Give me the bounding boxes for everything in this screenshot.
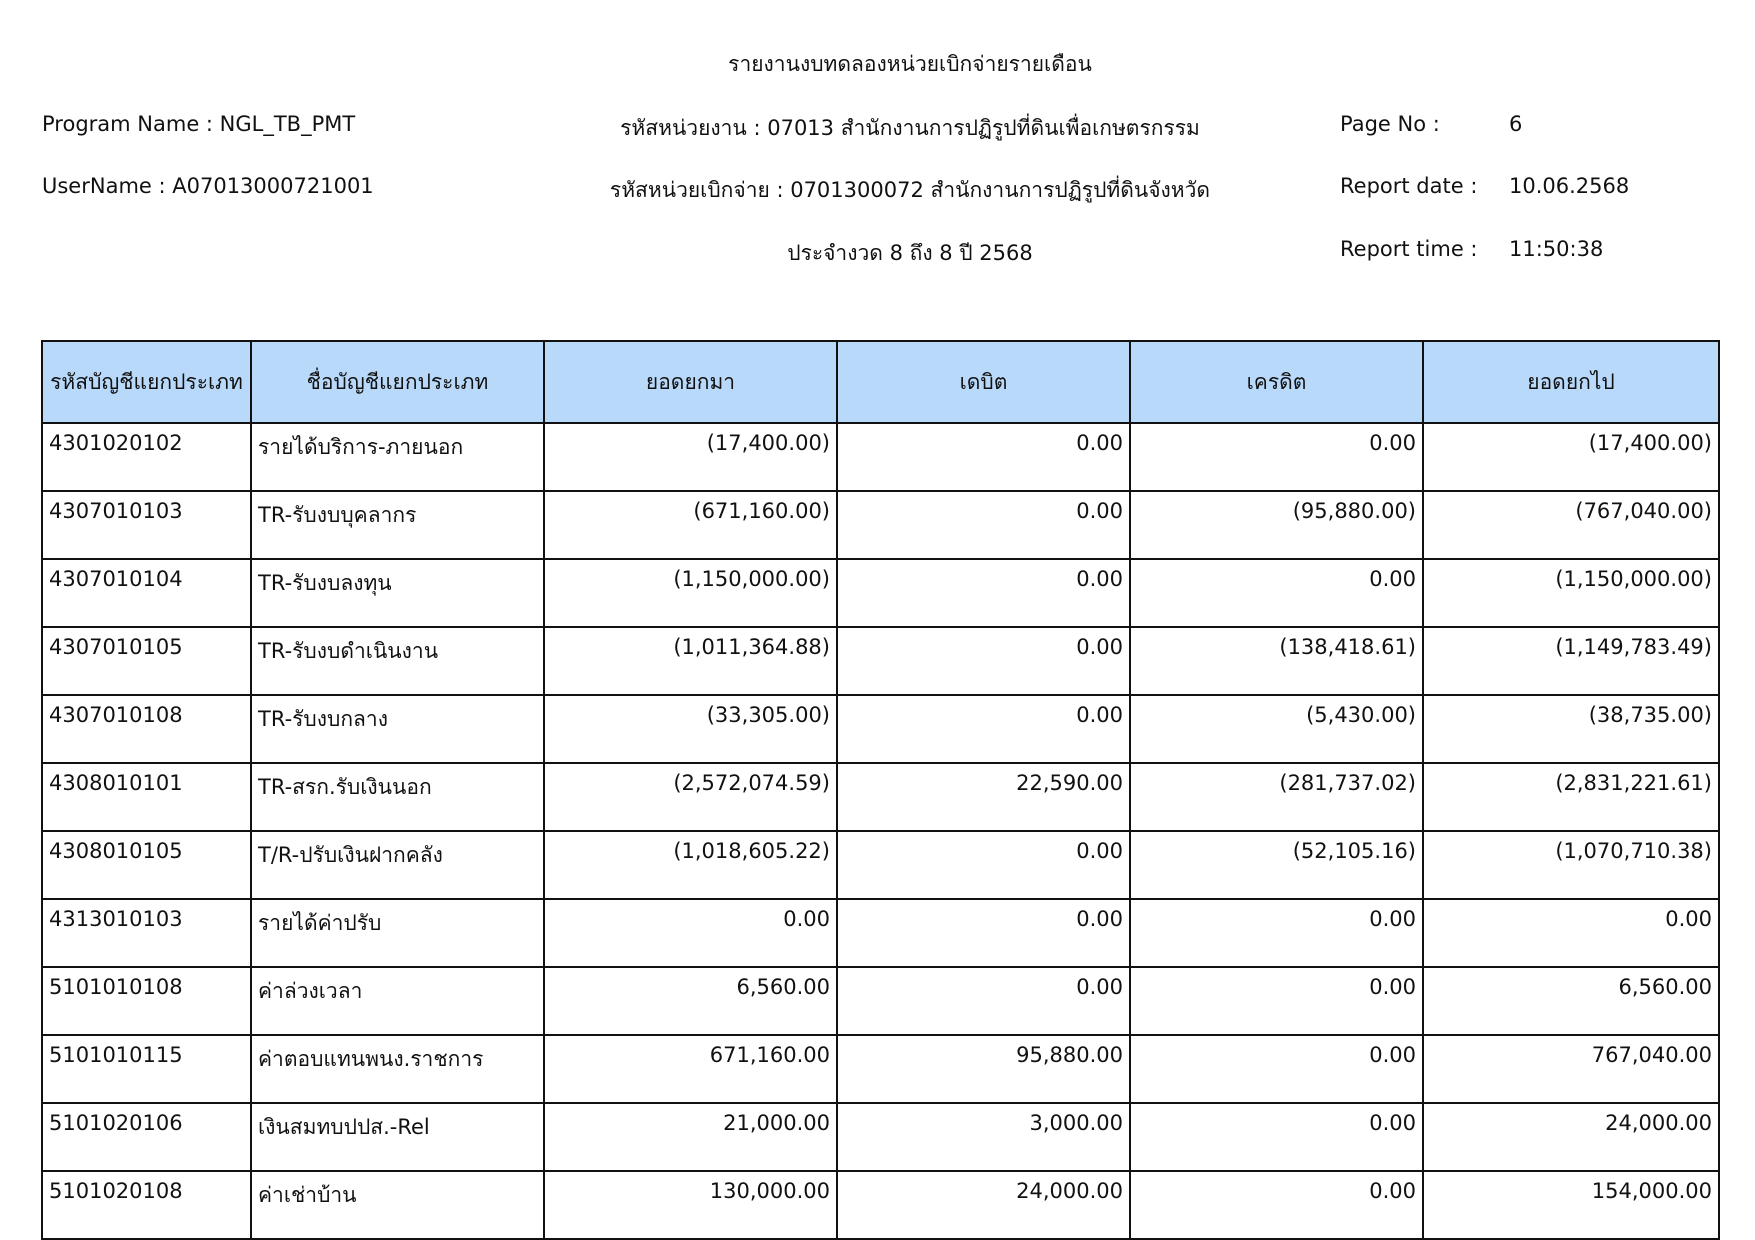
report-period: ประจำงวด 8 ถึง 8 ปี 2568 [787, 241, 1033, 265]
report-time-value: 11:50:38 [1509, 237, 1604, 261]
account-name-cell: รายได้ค่าปรับ [251, 899, 544, 967]
account-code-cell: 5101020106 [42, 1103, 251, 1171]
column-header-debit: เดบิต [837, 341, 1130, 423]
account-code-cell: 4308010101 [42, 763, 251, 831]
page-no-label: Page No : [1340, 112, 1440, 136]
opening-balance-cell: 6,560.00 [544, 967, 837, 1035]
closing-balance-cell: (38,735.00) [1423, 695, 1719, 763]
credit-cell: 0.00 [1130, 1171, 1423, 1239]
account-name-cell: TR-รับงบลงทุน [251, 559, 544, 627]
account-code-cell: 4307010103 [42, 491, 251, 559]
agency-code: รหัสหน่วยงาน : 07013 สำนักงานการปฏิรูปที่ดินเพื่อเกษตรกรรม [620, 116, 1200, 140]
opening-balance-cell: (17,400.00) [544, 423, 837, 491]
debit-cell: 0.00 [837, 559, 1130, 627]
account-name-cell: เงินสมทบปปส.-Rel [251, 1103, 544, 1171]
account-name-cell: ค่าตอบแทนพนง.ราชการ [251, 1035, 544, 1103]
opening-balance-cell: 21,000.00 [544, 1103, 837, 1171]
user-name: UserName : A07013000721001 [42, 174, 374, 198]
column-header-opening-balance: ยอดยกมา [544, 341, 837, 423]
table-header-row [42, 341, 1719, 423]
debit-cell: 0.00 [837, 899, 1130, 967]
credit-cell: 0.00 [1130, 967, 1423, 1035]
opening-balance-cell: 130,000.00 [544, 1171, 837, 1239]
page-no-value: 6 [1509, 112, 1523, 136]
account-code-cell: 4301020102 [42, 423, 251, 491]
closing-balance-cell: (1,070,710.38) [1423, 831, 1719, 899]
account-code-cell: 4313010103 [42, 899, 251, 967]
account-name-cell: TR-สรก.รับเงินนอก [251, 763, 544, 831]
closing-balance-cell: 24,000.00 [1423, 1103, 1719, 1171]
table-row [42, 695, 1719, 763]
debit-cell: 0.00 [837, 831, 1130, 899]
opening-balance-cell: (1,011,364.88) [544, 627, 837, 695]
trial-balance-table [41, 340, 1720, 1240]
credit-cell: 0.00 [1130, 423, 1423, 491]
credit-cell: 0.00 [1130, 1103, 1423, 1171]
closing-balance-cell: (17,400.00) [1423, 423, 1719, 491]
account-code-cell: 4307010108 [42, 695, 251, 763]
opening-balance-cell: (1,150,000.00) [544, 559, 837, 627]
debit-cell: 95,880.00 [837, 1035, 1130, 1103]
account-code-cell: 5101020108 [42, 1171, 251, 1239]
closing-balance-cell: (2,831,221.61) [1423, 763, 1719, 831]
closing-balance-cell: 154,000.00 [1423, 1171, 1719, 1239]
disbursement-unit: รหัสหน่วยเบิกจ่าย : 0701300072 สำนักงานการปฏิรูปที่ดินจังหวัด [609, 178, 1211, 202]
credit-cell: 0.00 [1130, 899, 1423, 967]
table-row [42, 1103, 1719, 1171]
account-code-cell: 4308010105 [42, 831, 251, 899]
report-title: รายงานงบทดลองหน่วยเบิกจ่ายรายเดือน [728, 52, 1092, 76]
report-time-label: Report time : [1340, 237, 1478, 261]
column-header-credit: เครดิต [1130, 341, 1423, 423]
account-name-cell: รายได้บริการ-ภายนอก [251, 423, 544, 491]
debit-cell: 22,590.00 [837, 763, 1130, 831]
credit-cell: (95,880.00) [1130, 491, 1423, 559]
opening-balance-cell: (1,018,605.22) [544, 831, 837, 899]
credit-cell: (5,430.00) [1130, 695, 1423, 763]
closing-balance-cell: 6,560.00 [1423, 967, 1719, 1035]
opening-balance-cell: (671,160.00) [544, 491, 837, 559]
debit-cell: 0.00 [837, 627, 1130, 695]
closing-balance-cell: 0.00 [1423, 899, 1719, 967]
opening-balance-cell: 671,160.00 [544, 1035, 837, 1103]
closing-balance-cell: (1,149,783.49) [1423, 627, 1719, 695]
account-code-cell: 5101010108 [42, 967, 251, 1035]
closing-balance-cell: (1,150,000.00) [1423, 559, 1719, 627]
debit-cell: 0.00 [837, 695, 1130, 763]
table-row [42, 423, 1719, 491]
debit-cell: 3,000.00 [837, 1103, 1130, 1171]
account-name-cell: TR-รับงบดำเนินงาน [251, 627, 544, 695]
table-row [42, 1035, 1719, 1103]
column-header-closing-balance: ยอดยกไป [1423, 341, 1719, 423]
credit-cell: (138,418.61) [1130, 627, 1423, 695]
table-row [42, 1171, 1719, 1239]
column-header-account-code: รหัสบัญชีแยกประเภท [42, 341, 251, 423]
account-name-cell: TR-รับงบบุคลากร [251, 491, 544, 559]
account-code-cell: 4307010104 [42, 559, 251, 627]
report-date-label: Report date : [1340, 174, 1478, 198]
table-row [42, 491, 1719, 559]
closing-balance-cell: (767,040.00) [1423, 491, 1719, 559]
table-body [42, 423, 1719, 1239]
account-code-cell: 5101010115 [42, 1035, 251, 1103]
table-row [42, 627, 1719, 695]
account-name-cell: ค่าล่วงเวลา [251, 967, 544, 1035]
opening-balance-cell: (2,572,074.59) [544, 763, 837, 831]
column-header-account-name: ชื่อบัญชีแยกประเภท [251, 341, 544, 423]
table-row [42, 967, 1719, 1035]
credit-cell: 0.00 [1130, 1035, 1423, 1103]
account-name-cell: T/R-ปรับเงินฝากคลัง [251, 831, 544, 899]
account-code-cell: 4307010105 [42, 627, 251, 695]
debit-cell: 24,000.00 [837, 1171, 1130, 1239]
closing-balance-cell: 767,040.00 [1423, 1035, 1719, 1103]
program-name: Program Name : NGL_TB_PMT [42, 112, 356, 136]
account-name-cell: ค่าเช่าบ้าน [251, 1171, 544, 1239]
debit-cell: 0.00 [837, 491, 1130, 559]
report-date-value: 10.06.2568 [1509, 174, 1630, 198]
table-row [42, 831, 1719, 899]
debit-cell: 0.00 [837, 967, 1130, 1035]
credit-cell: (281,737.02) [1130, 763, 1423, 831]
opening-balance-cell: (33,305.00) [544, 695, 837, 763]
credit-cell: 0.00 [1130, 559, 1423, 627]
debit-cell: 0.00 [837, 423, 1130, 491]
table-row [42, 559, 1719, 627]
credit-cell: (52,105.16) [1130, 831, 1423, 899]
table-row [42, 763, 1719, 831]
table-row [42, 899, 1719, 967]
opening-balance-cell: 0.00 [544, 899, 837, 967]
account-name-cell: TR-รับงบกลาง [251, 695, 544, 763]
